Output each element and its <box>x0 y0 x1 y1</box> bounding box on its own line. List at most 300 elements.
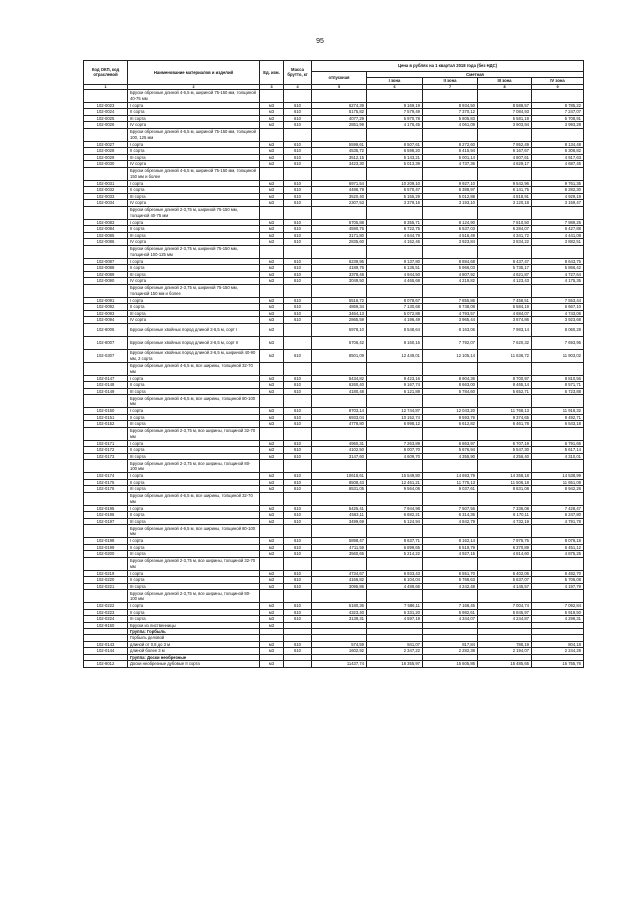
empty-cell <box>478 89 532 102</box>
cell-unit: м3 <box>260 187 284 194</box>
empty-cell <box>478 128 532 141</box>
empty-cell <box>284 89 312 102</box>
header-zone-4: IV зона <box>532 78 584 84</box>
cell-mass: 610 <box>284 239 312 246</box>
cell-zone-3: 4 145,57 <box>478 583 532 590</box>
cell-code: 102-0148 <box>84 382 128 389</box>
empty-cell <box>260 492 284 505</box>
cell-unit: м3 <box>260 382 284 389</box>
cell-zone-4: 6 451,12 <box>532 544 584 551</box>
cell-zone-1: 6 998,12 <box>367 421 423 428</box>
column-number: 4 <box>284 84 312 89</box>
cell-mass: 610 <box>284 551 312 558</box>
cell-zone-4: 5 708,91 <box>532 115 584 122</box>
cell-mass: 610 <box>284 193 312 200</box>
cell-code <box>84 395 128 408</box>
cell-zone-4: 4 197,79 <box>532 583 584 590</box>
cell-zone-3: 14 358,18 <box>478 473 532 480</box>
empty-cell <box>312 206 367 219</box>
empty-cell <box>312 427 367 440</box>
cell-zone-1: 8 078,67 <box>367 297 423 304</box>
empty-cell <box>423 590 478 603</box>
cell-name: I сорта <box>128 102 260 109</box>
cell-name: I сорта <box>128 219 260 226</box>
empty-cell <box>423 525 478 538</box>
cell-zone-2: 8 272,60 <box>423 141 478 148</box>
cell-zone-3: 6 170,11 <box>478 512 532 519</box>
cell-code <box>84 89 128 102</box>
cell-unit: м3 <box>260 219 284 226</box>
cell-zone-2: 9 593,76 <box>423 414 478 421</box>
cell-zone-2: 8 904,36 <box>423 375 478 382</box>
cell-zone-4: 11 916,32 <box>532 408 584 415</box>
cell-release: 5599,61 <box>312 141 367 148</box>
cell-zone-4: 4 441,08 <box>532 232 584 239</box>
empty-cell <box>312 167 367 180</box>
cell-code <box>84 128 128 141</box>
cell-zone-1: 5 143,21 <box>367 154 423 161</box>
empty-cell <box>312 362 367 375</box>
empty-cell <box>284 460 312 473</box>
cell-zone-2: 6 314,36 <box>423 512 478 519</box>
cell-zone-2: 4 807,92 <box>423 271 478 278</box>
cell-release: 4180,48 <box>312 388 367 395</box>
cell-code <box>84 557 128 570</box>
cell-release: 10618,61 <box>312 473 367 480</box>
cell-unit: м3 <box>260 408 284 415</box>
cell-unit: м3 <box>260 570 284 577</box>
cell-unit: м3 <box>260 323 284 336</box>
cell-code: 102-0094 <box>84 317 128 324</box>
cell-mass: 610 <box>284 473 312 480</box>
cell-zone-1: 5 970,78 <box>367 115 423 122</box>
cell-mass: 610 <box>284 278 312 285</box>
cell-unit: м3 <box>260 122 284 129</box>
cell-zone-2: 6 388,97 <box>423 187 478 194</box>
cell-unit: м3 <box>260 616 284 623</box>
cell-zone-3: 6 167,67 <box>478 148 532 155</box>
cell-release: 3520,40 <box>312 193 367 200</box>
cell-unit: м3 <box>260 440 284 447</box>
cell-code <box>84 245 128 258</box>
empty-cell <box>260 284 284 297</box>
empty-cell <box>478 492 532 505</box>
cell-zone-1: 3 379,16 <box>367 200 423 207</box>
section-description-row <box>84 557 584 570</box>
cell-release: 4077,29 <box>312 115 367 122</box>
cell-mass: 610 <box>284 603 312 610</box>
cell-name: I сорта <box>128 141 260 148</box>
cell-mass: 610 <box>284 226 312 233</box>
cell-release: 5898,47 <box>312 538 367 545</box>
cell-zone-4: 4 791,78 <box>532 518 584 525</box>
cell-zone-2: 4 927,15 <box>423 551 478 558</box>
cell-mass: 610 <box>284 440 312 447</box>
cell-zone-3: 11 506,18 <box>478 479 532 486</box>
section-description: Бруски обрезные длиной 2-3,75 м, все ширины, толщиной 80-100 мм <box>128 590 260 603</box>
cell-release: 5705,88 <box>312 219 367 226</box>
section-description: Бруски обрезные длиной 2-3,75 м, все ширины, толщиной 32-70 мм <box>128 557 260 570</box>
cell-zone-2: 5 966,03 <box>423 265 478 272</box>
cell-zone-3: 4 123,43 <box>478 278 532 285</box>
empty-cell <box>312 245 367 258</box>
cell-release: 4535,72 <box>312 148 367 155</box>
cell-zone-1: 4 196,49 <box>367 317 423 324</box>
cell-zone-1: 7 944,98 <box>367 505 423 512</box>
cell-mass: 610 <box>284 232 312 239</box>
cell-zone-2: 7 792,07 <box>423 336 478 349</box>
cell-name: III сорта <box>128 271 260 278</box>
empty-cell <box>284 427 312 440</box>
cell-name: II сорта <box>128 479 260 486</box>
cell-code <box>84 284 128 297</box>
cell-unit: м3 <box>260 271 284 278</box>
cell-zone-2: 6 863,97 <box>423 440 478 447</box>
empty-cell <box>478 167 532 180</box>
cell-zone-3: 4 732,19 <box>478 518 532 525</box>
empty-cell <box>312 525 367 538</box>
cell-zone-4: 4 917,63 <box>532 154 584 161</box>
cell-zone-1: 7 263,89 <box>367 440 423 447</box>
page-number: 95 <box>316 38 324 45</box>
cell-unit: м3 <box>260 148 284 155</box>
cell-zone-4: 3 993,28 <box>532 122 584 129</box>
cell-code: 102-0149 <box>84 388 128 395</box>
cell-zone-2: 5 768,63 <box>423 577 478 584</box>
cell-zone-4: 2 244,28 <box>532 648 584 655</box>
cell-zone-3: 3 834,22 <box>478 239 532 246</box>
cell-zone-4: 14 538,99 <box>532 473 584 480</box>
column-number: 2 <box>128 84 260 89</box>
empty-cell <box>423 557 478 570</box>
empty-cell <box>260 128 284 141</box>
cell-zone-3: 6 461,78 <box>478 421 532 428</box>
section-description: Бруски обрезные длиной 2-3,75 м, все ширины, толщиной 32-70 мм <box>128 427 260 440</box>
empty-cell <box>423 395 478 408</box>
section-description-row <box>84 128 584 141</box>
section-description-row <box>84 206 584 219</box>
section-description-row <box>84 460 584 473</box>
empty-cell <box>284 590 312 603</box>
section-description: Бруски обрезные длиной 4-6,5 м, все ширины, толщиной 32-70 мм <box>128 362 260 375</box>
cell-zone-2: 7 168,45 <box>423 603 478 610</box>
cell-code <box>84 206 128 219</box>
cell-zone-4: 8 942,28 <box>532 486 584 493</box>
cell-unit: м3 <box>260 258 284 265</box>
empty-cell <box>367 128 423 141</box>
cell-zone-4: 4 175,35 <box>532 278 584 285</box>
section-description-row <box>84 245 584 258</box>
empty-cell <box>423 427 478 440</box>
empty-cell <box>284 128 312 141</box>
cell-unit: м3 <box>260 583 284 590</box>
cell-code: 102-8012 <box>84 661 128 668</box>
cell-mass: 610 <box>284 115 312 122</box>
cell-name: Горбыль деловой <box>128 635 260 642</box>
cell-name: I сорта <box>128 258 260 265</box>
cell-zone-2: 12 043,20 <box>423 408 478 415</box>
empty-cell <box>423 362 478 375</box>
cell-zone-1: 4 597,19 <box>367 616 423 623</box>
cell-zone-3: 4 629,17 <box>478 161 532 168</box>
cell-name: Бруски обрезные хвойных пород длиной 2-6,5 м, сорт II <box>128 336 260 349</box>
cell-zone-1: 9 564,06 <box>367 486 423 493</box>
cell-zone-3: 4 256,40 <box>478 453 532 460</box>
cell-name: длиной от 0,8 до 3 м <box>128 641 260 648</box>
cell-unit: м3 <box>260 518 284 525</box>
empty-cell <box>284 492 312 505</box>
cell-zone-2: 817,84 <box>423 641 478 648</box>
cell-release: 4590,76 <box>312 226 367 233</box>
cell-mass: 610 <box>284 388 312 395</box>
empty-cell <box>367 525 423 538</box>
cell-unit: м3 <box>260 141 284 148</box>
cell-zone-1: 8 548,64 <box>367 323 423 336</box>
cell-mass: 610 <box>284 453 312 460</box>
cell-zone-1: 15 549,80 <box>367 473 423 480</box>
cell-zone-1: 4 176,45 <box>367 122 423 129</box>
cell-zone-3: 8 588,57 <box>478 102 532 109</box>
cell-unit: м3 <box>260 349 284 362</box>
cell-release: 3499,69 <box>312 518 367 525</box>
cell-name: III сорта <box>128 486 260 493</box>
cell-mass: 610 <box>284 187 312 194</box>
cell-zone-4: 4 298,31 <box>532 616 584 623</box>
cell-zone-3: 5 652,71 <box>478 388 532 395</box>
cell-zone-4: 8 076,18 <box>532 538 584 545</box>
cell-zone-2: 7 507,56 <box>423 505 478 512</box>
cell-zone-2: 4 842,79 <box>423 518 478 525</box>
cell-zone-3: 4 814,60 <box>478 551 532 558</box>
cell-zone-2: 14 693,79 <box>423 473 478 480</box>
cell-zone-3: 9 542,96 <box>478 180 532 187</box>
cell-zone-4: 5 617,14 <box>532 447 584 454</box>
cell-mass: 610 <box>284 349 312 362</box>
cell-zone-1: 9 169,19 <box>367 102 423 109</box>
empty-cell <box>478 460 532 473</box>
empty-cell <box>478 284 532 297</box>
empty-cell <box>312 284 367 297</box>
empty-cell <box>478 362 532 375</box>
cell-unit: м3 <box>260 414 284 421</box>
cell-zone-3: 11 636,72 <box>478 349 532 362</box>
cell-zone-1: 2 347,22 <box>367 648 423 655</box>
cell-name: III сорта <box>128 616 260 623</box>
cell-zone-1: 5 072,88 <box>367 310 423 317</box>
empty-cell <box>312 395 367 408</box>
cell-release: 3171,80 <box>312 232 367 239</box>
cell-mass: 610 <box>284 304 312 311</box>
cell-release: 5978,10 <box>312 323 367 336</box>
empty-cell <box>423 167 478 180</box>
cell-unit: м3 <box>260 115 284 122</box>
header-release: отпускная <box>312 72 367 85</box>
cell-zone-2: 8 663,00 <box>423 382 478 389</box>
empty-cell <box>367 245 423 258</box>
cell-zone-2: 8 884,68 <box>423 258 478 265</box>
column-number: 1 <box>84 84 128 89</box>
column-number: 9 <box>532 84 584 89</box>
empty-cell <box>532 206 584 219</box>
cell-zone-3: 8 437,47 <box>478 258 532 265</box>
cell-code: 102-0088 <box>84 265 128 272</box>
cell-zone-1: 10 209,10 <box>367 180 423 187</box>
cell-name: II сорта <box>128 187 260 194</box>
section-description: Бруски обрезные длиной 4-6,5 м, все ширины, толщиной 32-70 мм <box>128 492 260 505</box>
table-row <box>84 661 584 668</box>
cell-zone-2: 6 612,82 <box>423 421 478 428</box>
cell-zone-2: 11 775,13 <box>423 479 478 486</box>
cell-unit: м3 <box>260 200 284 207</box>
cell-unit: м3 <box>260 388 284 395</box>
cell-unit: м3 <box>260 239 284 246</box>
empty-cell <box>423 460 478 473</box>
section-description-row <box>84 362 584 375</box>
cell-zone-4: 7 092,84 <box>532 603 584 610</box>
cell-mass: 610 <box>284 570 312 577</box>
cell-mass: 610 <box>284 512 312 519</box>
table-row <box>84 323 584 336</box>
cell-release: 2307,53 <box>312 200 367 207</box>
empty-cell <box>260 167 284 180</box>
cell-mass: 610 <box>284 486 312 493</box>
section-description-row <box>84 525 584 538</box>
cell-zone-1: 4 465,68 <box>367 278 423 285</box>
section-description: Бруски обрезные длиной 4-6,5 м, все ширины, толщиной 80-100 мм <box>128 395 260 408</box>
empty-cell <box>260 525 284 538</box>
cell-zone-2: 8 163,06 <box>423 323 478 336</box>
cell-name: II сорта <box>128 577 260 584</box>
cell-name: IV сорта <box>128 161 260 168</box>
section-description: Бруски обрезные длиной 2-3,75 м, шириной 75-150 мм, толщиной 100-125 мм <box>128 245 260 258</box>
empty-cell <box>532 167 584 180</box>
cell-code: 102-8006 <box>84 323 128 336</box>
cell-release: 3095,86 <box>312 583 367 590</box>
header-zone-1: I зона <box>367 78 423 84</box>
cell-zone-1: 841,07 <box>367 641 423 648</box>
group-heading: Группа: Доски необрезные <box>128 654 260 660</box>
cell-mass: 610 <box>284 616 312 623</box>
cell-zone-1: 4 152,46 <box>367 239 423 246</box>
cell-release: 4189,76 <box>312 265 367 272</box>
cell-release: 5425,41 <box>312 505 367 512</box>
cell-code: 102-0221 <box>84 583 128 590</box>
cell-mass: 610 <box>284 479 312 486</box>
empty-cell <box>284 557 312 570</box>
empty-cell <box>478 525 532 538</box>
cell-name: длиной более 3 м <box>128 648 260 655</box>
cell-mass: 610 <box>284 382 312 389</box>
empty-cell <box>532 460 584 473</box>
cell-code: 102-0150 <box>84 408 128 415</box>
cell-zone-2: 9 927,10 <box>423 180 478 187</box>
cell-name: IV сорта <box>128 200 260 207</box>
cell-zone-4: 6 482,70 <box>532 570 584 577</box>
cell-name: II сорта <box>128 304 260 311</box>
empty-cell <box>532 128 584 141</box>
cell-name: III сорта <box>128 388 260 395</box>
cell-zone-4: 7 989,25 <box>532 219 584 226</box>
cell-zone-4: 4 310,01 <box>532 453 584 460</box>
cell-mass: 610 <box>284 648 312 655</box>
cell-name: II сорта <box>128 609 260 616</box>
cell-name: II сорта <box>128 109 260 116</box>
cell-name: III сорта <box>128 310 260 317</box>
cell-zone-4: 4 929,19 <box>532 193 584 200</box>
cell-zone-4: 7 247,07 <box>532 109 584 116</box>
cell-zone-1: 6 135,51 <box>367 265 423 272</box>
cell-mass: 610 <box>284 200 312 207</box>
cell-zone-2: 6 519,79 <box>423 544 478 551</box>
cell-code: 102-0176 <box>84 486 128 493</box>
cell-zone-1: 12 449,01 <box>367 349 423 362</box>
cell-name: I сорта <box>128 473 260 480</box>
cell-zone-1: 16 355,97 <box>367 661 423 668</box>
cell-zone-3: 7 336,08 <box>478 505 532 512</box>
cell-name: IV сорта <box>128 278 260 285</box>
cell-unit: м3 <box>260 304 284 311</box>
cell-release: 8508,43 <box>312 479 367 486</box>
cell-zone-3: 3 120,18 <box>478 200 532 207</box>
cell-unit: м3 <box>260 232 284 239</box>
cell-zone-3: 2 194,07 <box>478 648 532 655</box>
cell-code: 102-0172 <box>84 447 128 454</box>
cell-zone-4: 4 743,06 <box>532 310 584 317</box>
cell-mass: 610 <box>284 414 312 421</box>
cell-unit: м3 <box>260 661 284 668</box>
cell-release: 4323,40 <box>312 609 367 616</box>
cell-zone-2: 4 242,48 <box>423 583 478 590</box>
empty-cell <box>367 427 423 440</box>
cell-name: II сорта <box>128 512 260 519</box>
cell-unit: м3 <box>260 278 284 285</box>
cell-code: 102-0023 <box>84 102 128 109</box>
empty-cell <box>367 395 423 408</box>
cell-name: I сорта <box>128 297 260 304</box>
cell-release: 6239,95 <box>312 258 367 265</box>
cell-zone-2: 3 193,10 <box>423 200 478 207</box>
cell-zone-1: 9 423,16 <box>367 375 423 382</box>
cell-unit: м3 <box>260 297 284 304</box>
cell-zone-2: 4 516,49 <box>423 232 478 239</box>
cell-release: 5516,72 <box>312 297 367 304</box>
empty-cell <box>284 362 312 375</box>
cell-zone-2: 6 738,08 <box>423 304 478 311</box>
cell-zone-4: 9 492,71 <box>532 414 584 421</box>
section-description: Бруски обрезные длиной 2-3,75 м, все ширины, толщиной 80-100 мм <box>128 460 260 473</box>
cell-zone-1: 7 579,49 <box>367 109 423 116</box>
cell-unit: м3 <box>260 453 284 460</box>
empty-cell <box>367 492 423 505</box>
cell-code <box>84 427 128 440</box>
header-unit: Ед. изм. <box>260 61 284 85</box>
cell-zone-2: 3 965,44 <box>423 317 478 324</box>
cell-zone-2: 8 162,14 <box>423 538 478 545</box>
cell-zone-3: 4 807,61 <box>478 154 532 161</box>
cell-release: 11437,74 <box>312 661 367 668</box>
cell-code: 102-0147 <box>84 375 128 382</box>
cell-name: I сорта <box>128 570 260 577</box>
empty-cell <box>367 167 423 180</box>
cell-zone-3: 7 458,51 <box>478 297 532 304</box>
empty-cell <box>423 128 478 141</box>
cell-release: 4711,59 <box>312 544 367 551</box>
column-number: 7 <box>423 84 478 89</box>
cell-mass: 610 <box>284 258 312 265</box>
cell-unit: м3 <box>260 577 284 584</box>
empty-cell <box>367 460 423 473</box>
cell-name: I сорта <box>128 375 260 382</box>
